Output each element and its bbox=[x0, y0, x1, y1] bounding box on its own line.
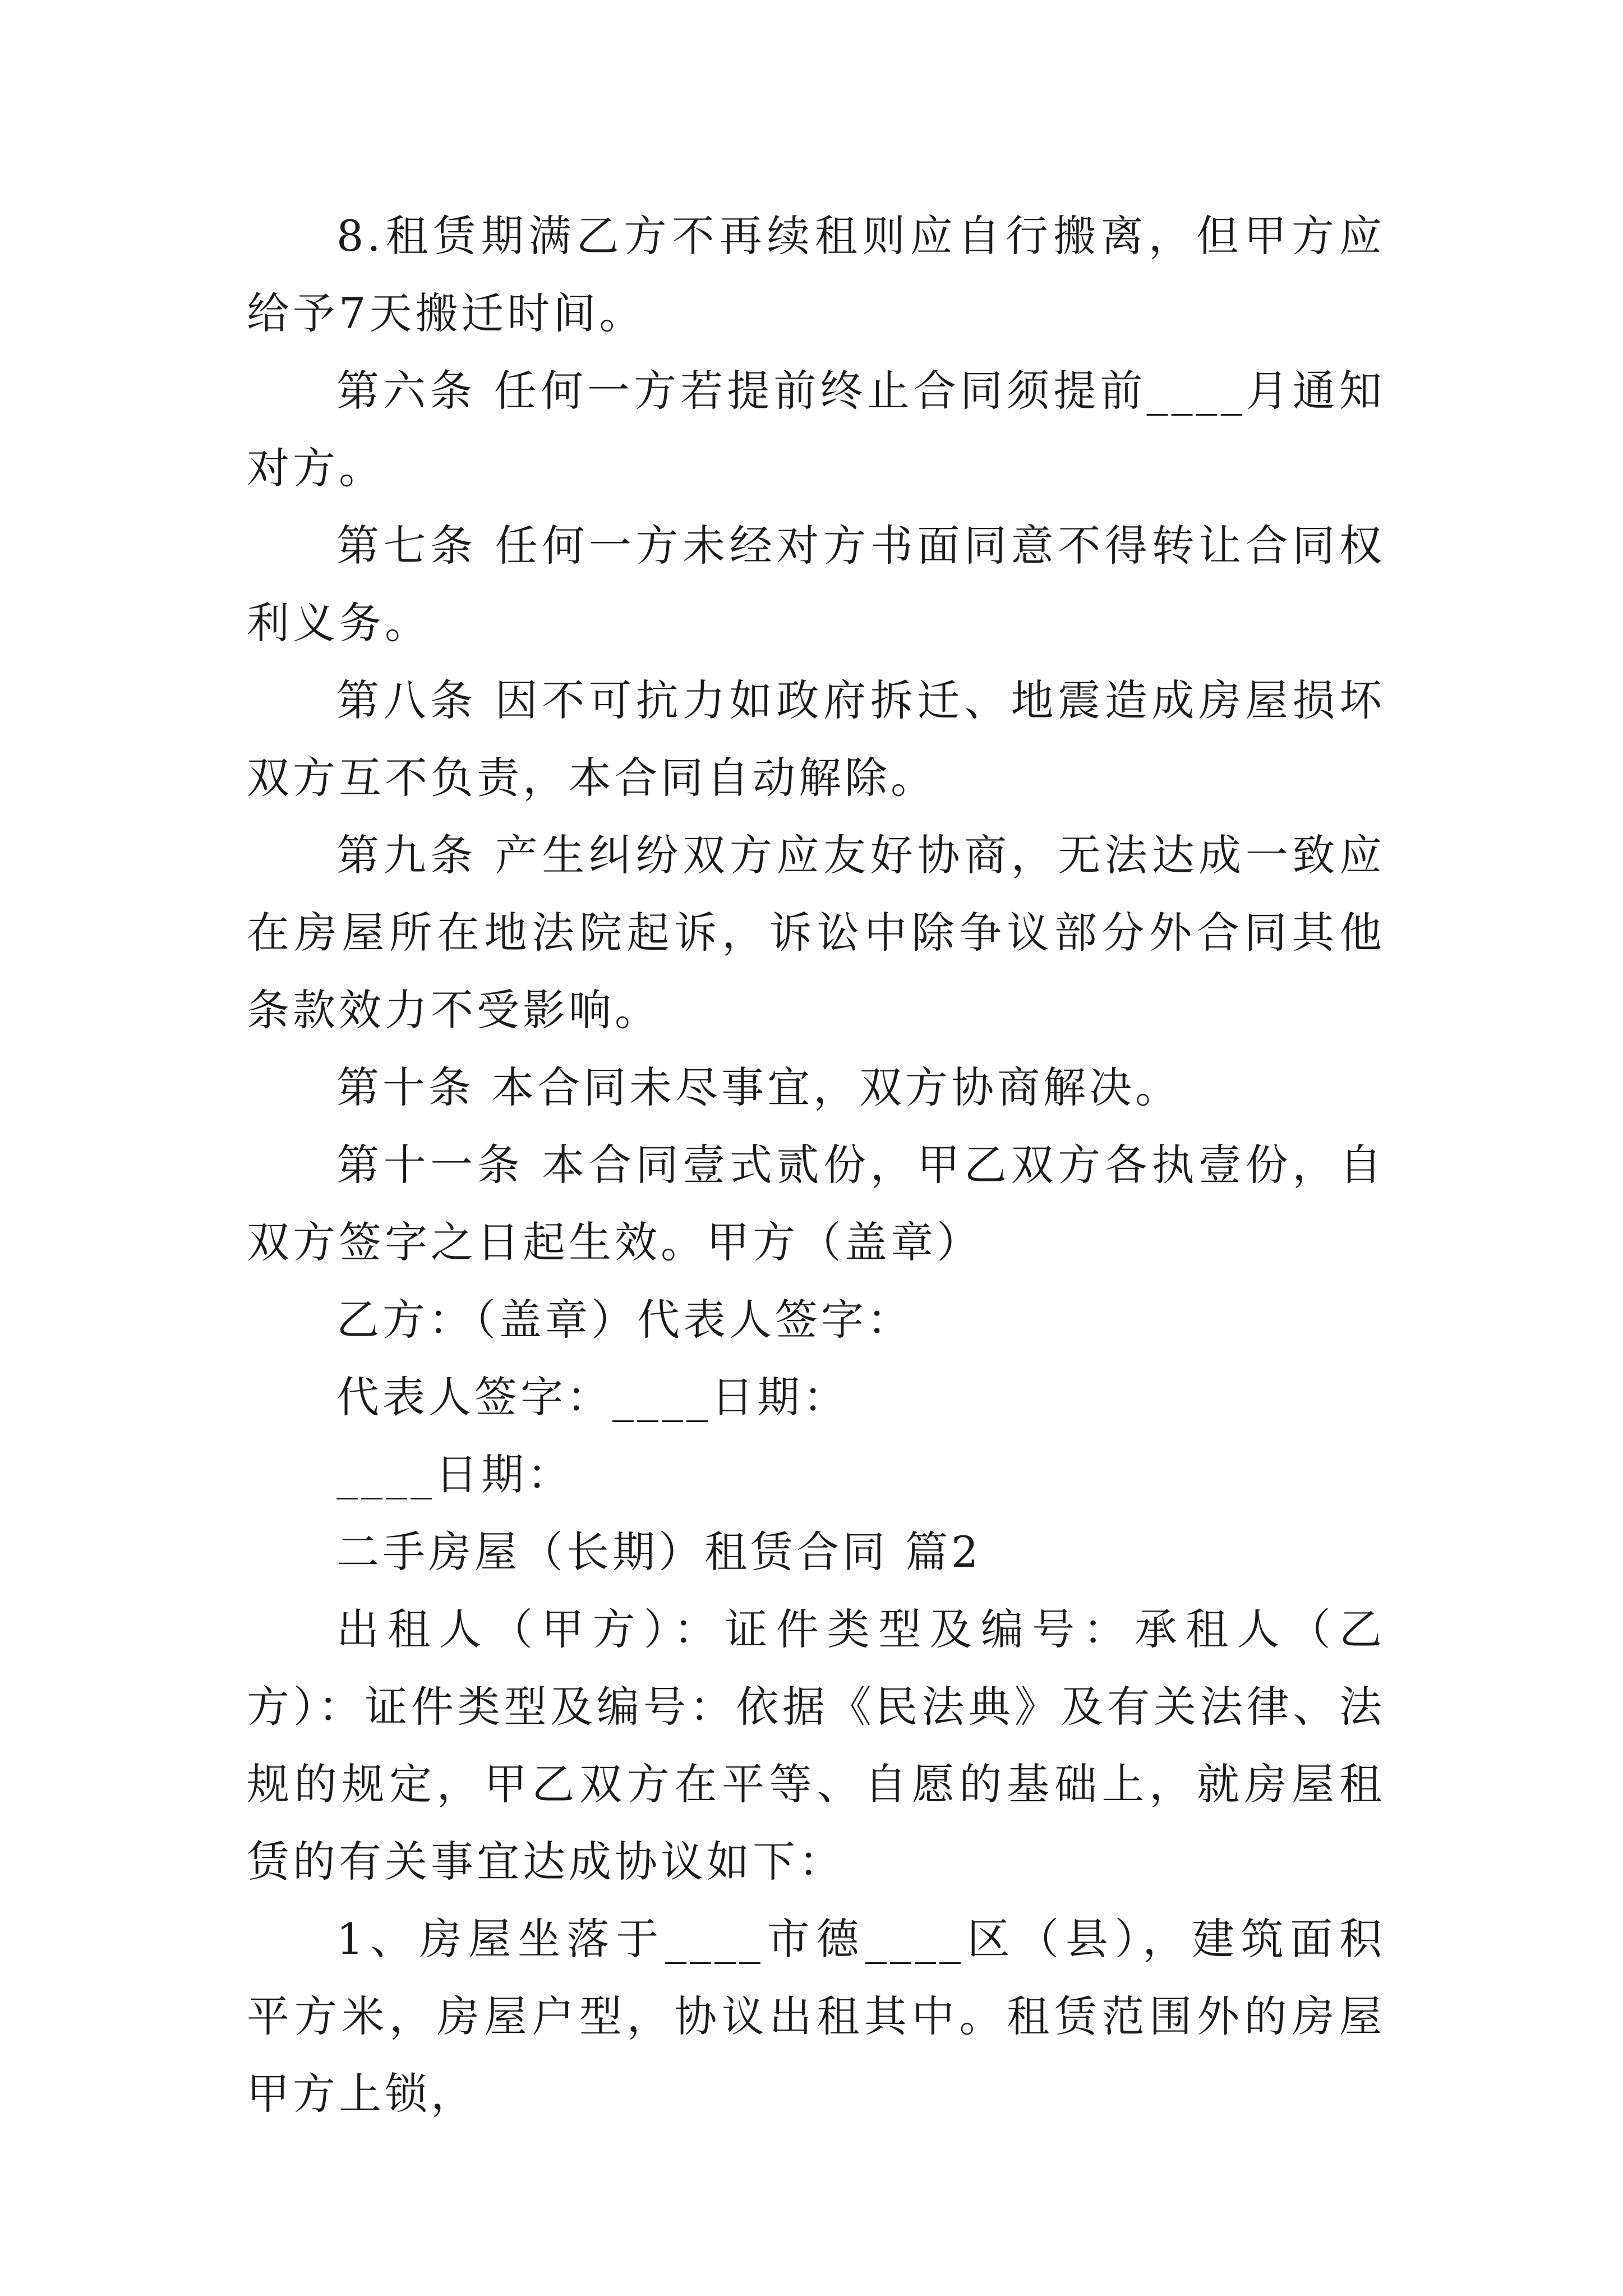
paragraph-article-10: 第十条 本合同未尽事宜，双方协商解决。 bbox=[336, 1062, 1182, 1112]
paragraph-clause-1-location: 1、房屋坐落于____市德____区（县），建筑面积 平方米，房屋户型，协议出租其中。租赁范围外的房屋甲方上锁， bbox=[247, 1914, 1385, 2119]
document-body bbox=[247, 197, 1385, 2133]
paragraph-article-11: 第十一条 本合同壹式贰份，甲乙双方各执壹份，自双方签字之日起生效。甲方（盖章） bbox=[247, 1140, 1385, 1267]
signature-line-date: ____日期： bbox=[336, 1450, 573, 1499]
paragraph-article-6: 第六条 任何一方若提前终止合同须提前____月通知对方。 bbox=[247, 366, 1385, 493]
section-heading-part-2: 二手房屋（长期）租赁合同 篇2 bbox=[336, 1527, 982, 1577]
paragraph-parties-intro: 出租人（甲方）：证件类型及编号：承租人（乙方）：证件类型及编号：依据《民法典》及有关法律、法规的规定，甲乙双方在平等、自愿的基础上，就房屋租赁的有关事宜达成协议如下： bbox=[247, 1604, 1385, 1887]
paragraph-clause-8-moveout: 8.租赁期满乙方不再续租则应自行搬离，但甲方应给予7天搬迁时间。 bbox=[247, 211, 1385, 338]
paragraph-article-9: 第九条 产生纠纷双方应友好协商，无法达成一致应在房屋所在地法院起诉，诉讼中除争议部分外合同其他条款效力不受影响。 bbox=[247, 830, 1385, 1035]
signature-line-representative: 代表人签字：____日期： bbox=[336, 1372, 849, 1422]
paragraph-article-8: 第八条 因不可抗力如政府拆迁、地震造成房屋损坏双方互不负责，本合同自动解除。 bbox=[247, 675, 1385, 803]
paragraph-article-7: 第七条 任何一方未经对方书面同意不得转让合同权利义务。 bbox=[247, 521, 1385, 648]
signature-line-party-b: 乙方：（盖章）代表人签字： bbox=[336, 1295, 913, 1345]
